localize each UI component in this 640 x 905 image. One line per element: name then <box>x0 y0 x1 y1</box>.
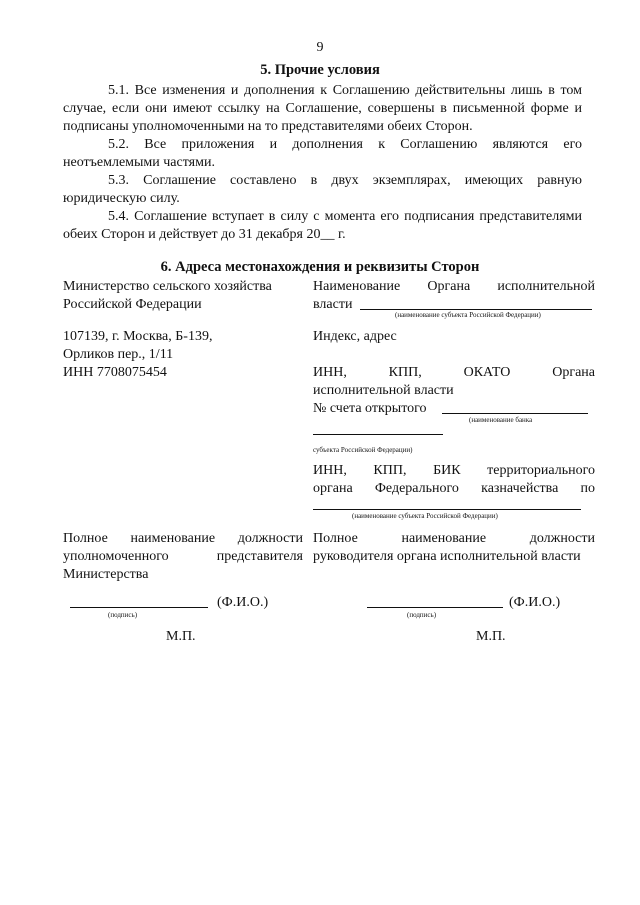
authority-name-line <box>360 309 592 310</box>
authority-fio: (Ф.И.О.) <box>509 595 561 610</box>
section6-title: 6. Адреса местонахождения и реквизиты Сторон <box>160 259 480 275</box>
ministry-address-line1: 107139, г. Москва, Б-139, <box>63 329 213 344</box>
treasury-caption: (наименование субъекта Российской Федерации) <box>352 512 498 520</box>
clause-5-2: 5.2. Все приложения и дополнения к Соглашению являются его неотъемлемыми частями. <box>63 137 582 170</box>
authority-name-label: Наименование Органа исполнительной <box>313 279 595 294</box>
authority-stamp: М.П. <box>476 629 506 644</box>
authority-signature-line[interactable] <box>367 607 503 608</box>
ministry-signature-line[interactable] <box>70 607 208 608</box>
ministry-position-label: Полное наименование должности уполномоченного представителя Министерства <box>63 531 303 582</box>
bank-caption: (наименование банка <box>469 416 533 424</box>
section5-title: 5. Прочие условия <box>260 62 380 78</box>
head-position-label: Полное наименование должности руководителя органа исполнительной власти <box>313 531 595 564</box>
ministry-fio: (Ф.И.О.) <box>217 595 269 610</box>
page-number: 9 <box>316 40 324 55</box>
ministry-signature-caption: (подпись) <box>108 611 138 619</box>
clause-5-4: 5.4. Соглашение вступает в силу с момента его подписания представителями обеих Сторон и действует до 31 декабря 20__ г. <box>63 209 582 242</box>
executive-authority-label: исполнительной власти <box>313 383 454 398</box>
ministry-inn: ИНН 7708075454 <box>63 365 167 380</box>
ministry-name: Министерство сельского хозяйства Российской Федерации <box>63 279 272 312</box>
index-address-label: Индекс, адрес <box>313 329 397 344</box>
ministry-address-line2: Орликов пер., 1/11 <box>63 347 174 362</box>
inn-kpp-bik-label: ИНН, КПП, БИК территориального <box>313 463 595 478</box>
authority-name-label-cont: власти <box>313 297 353 312</box>
ministry-stamp: М.П. <box>166 629 196 644</box>
treasury-line <box>313 509 581 510</box>
bank-subject-line <box>313 434 443 435</box>
authority-signature-caption: (подпись) <box>407 611 437 619</box>
treasury-label: органа Федерального казначейства по <box>313 481 595 496</box>
account-label: № счета открытого <box>313 401 427 416</box>
inn-kpp-okato-label: ИНН, КПП, ОКАТО Органа <box>313 365 595 380</box>
authority-caption: (наименование субъекта Российской Федерации) <box>395 311 541 319</box>
subject-caption: субъекта Российской Федерации) <box>313 446 413 454</box>
clause-5-3: 5.3. Соглашение составлено в двух экземплярах, имеющих равную юридическую силу. <box>63 173 582 206</box>
account-line <box>442 413 588 414</box>
clause-5-1: 5.1. Все изменения и дополнения к Соглашению действительны лишь в том случае, если они имеют ссылку на Соглашение, совершены в письменной форме и подписаны уполномоченными на то представителями обеих Сторон. <box>63 83 582 134</box>
